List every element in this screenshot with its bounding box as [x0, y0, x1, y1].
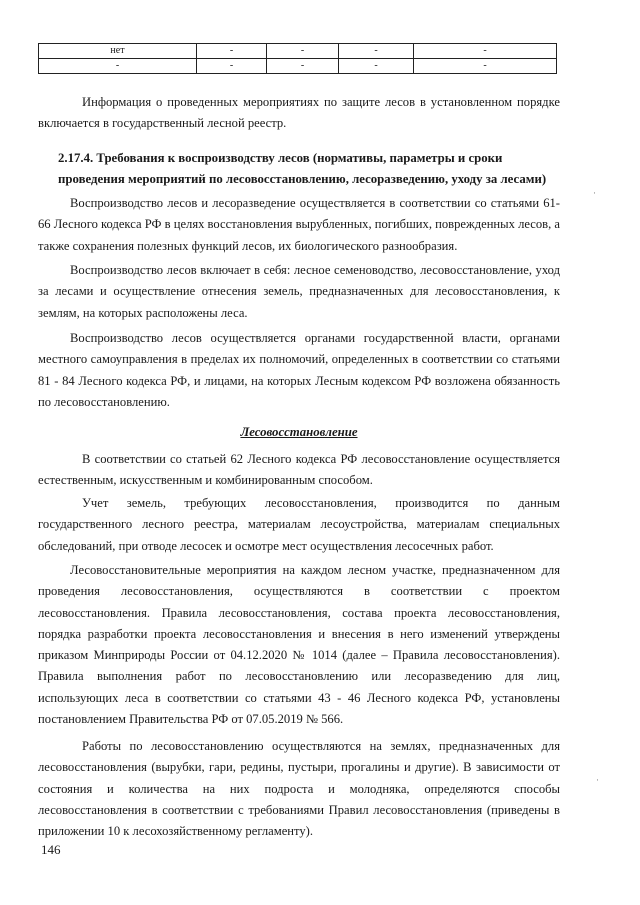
table-cell: - [267, 59, 339, 74]
scan-speck: · [596, 775, 599, 785]
table-cell: - [39, 59, 197, 74]
table-cell: - [197, 59, 267, 74]
body-paragraph: Лесовосстановительные мероприятия на каждом лесном участке, предназначенном для проведения лесовосстановления, осуществляются в соответствии с проектом лесовосстановления. Правила лесовосстановления, состава проекта лесовосстановления, порядка разработки проекта лесовосстановления и внесения в него изменений утверждены приказом Минприроды России от 04.12.2020 № 1014 (далее – Правила лесовосстановления). Правила выполнения работ по лесовосстановлению или лесоразведению для лиц, использующих леса в соответствии со статьями 43 - 46 Лесного кодекса РФ, установлены постановлением Правительства РФ от 07.05.2019 № 566. [38, 563, 560, 727]
body-paragraph: В соответствии со статьей 62 Лесного кодекса РФ лесовосстановление осуществляется естественным, искусственным и комбинированным способом. [38, 452, 560, 488]
body-paragraph: Воспроизводство лесов и лесоразведение осуществляется в соответствии со статьями 61-66 Лесного кодекса РФ в целях восстановления вырубленных, погибших, поврежденных лесов, а также сохранения полезных функций лесов, их биологического разнообразия. [38, 196, 560, 253]
summary-table [38, 43, 557, 74]
table-row [39, 44, 557, 59]
page-number: 146 [41, 842, 61, 857]
table-cell: нет [39, 44, 197, 59]
table-cell: - [339, 59, 414, 74]
table-cell: - [414, 44, 557, 59]
body-paragraph: Воспроизводство лесов осуществляется органами государственной власти, органами местного самоуправления в пределах их полномочий, определенных в соответствии со статьями 81 - 84 Лесного кодекса РФ, и лицами, на которых Лесным кодексом РФ возложена обязанность по лесовосстановлению. [38, 331, 560, 409]
info-paragraph: Информация о проведенных мероприятиях по защите лесов в установленном порядке включается в государственный лесной реестр. [38, 95, 560, 131]
section-heading: 2.17.4. Требования к воспроизводству лесов (нормативы, параметры и сроки проведения мероприятий по лесовосстановлению, лесоразведению, уходу за лесами) [58, 151, 547, 186]
table-cell: - [339, 44, 414, 59]
table-cell: - [197, 44, 267, 59]
body-paragraph: Работы по лесовосстановлению осуществляются на землях, предназначенных для лесовосстановления (вырубки, гари, редины, пустыри, прогалины и другие). В зависимости от состояния и количества на них подроста и молодняка, определяются способы лесовосстановления в соответствии с требованиями Правил лесовосстановления (приведены в приложении 10 к лесохозяйственному регламенту). [38, 739, 560, 839]
scan-speck: · [593, 188, 596, 198]
subsection-heading: Лесовосстановление [240, 425, 358, 439]
table-row [39, 59, 557, 74]
table-cell: - [267, 44, 339, 59]
body-paragraph: Воспроизводство лесов включает в себя: лесное семеноводство, лесовосстановление, уход за лесами и осуществление отнесения земель, предназначенных для лесовосстановления, к землям, на которых расположены леса. [38, 263, 560, 320]
body-paragraph: Учет земель, требующих лесовосстановления, производится по данным государственного лесного реестра, материалам лесоустройства, материалам специальных обследований, при отводе лесосек и осмотре мест осуществления лесосечных работ. [38, 496, 560, 553]
table-cell: - [414, 59, 557, 74]
